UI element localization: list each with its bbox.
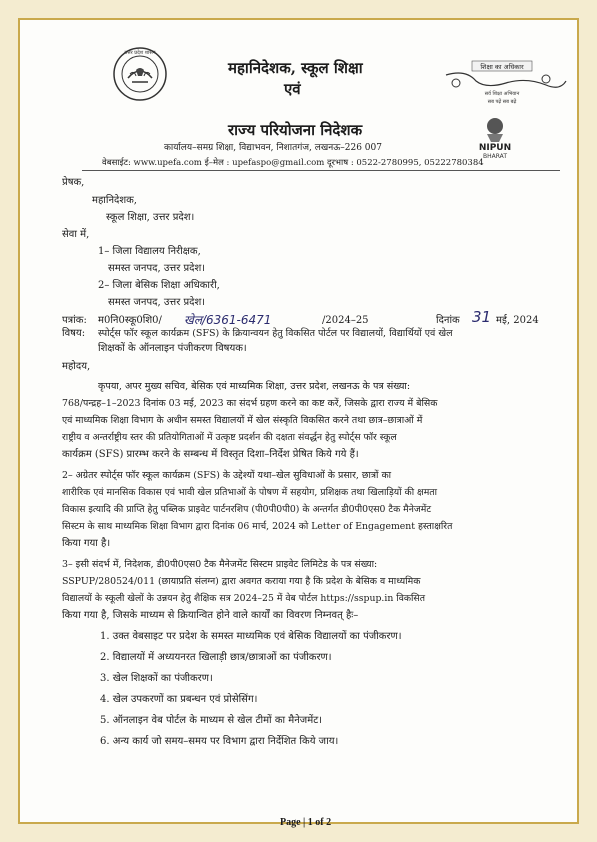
subject-line1: स्पोर्ट्स फॉर स्कूल कार्यक्रम (SFS) के क्रियान्वयन हेतु विकसित पोर्टल पर विद्यालयों, विद्यार्थियों एवं खेल bbox=[98, 328, 453, 339]
recipient-1-title: 1– जिला विद्यालय निरीक्षक, bbox=[98, 246, 201, 257]
paragraph2-line4: सिस्टम के साथ माध्यमिक शिक्षा विभाग द्वारा दिनांक 06 मार्च, 2024 को Letter of Engagement हस्ताक्षरित bbox=[62, 521, 453, 532]
sender-name: महानिदेशक, bbox=[92, 195, 137, 206]
sender-org: स्कूल शिक्षा, उत्तर प्रदेश। bbox=[106, 212, 195, 223]
subject-label: विषय: bbox=[62, 328, 86, 339]
paragraph1-line1: कृपया, अपर मुख्य सचिव, बेसिक एवं माध्यमिक शिक्षा, उत्तर प्रदेश, लखनऊ के पत्र संख्या: bbox=[98, 381, 411, 392]
nipun-bharat-logo-icon bbox=[469, 116, 521, 160]
right-to-education-logo-icon bbox=[436, 59, 570, 109]
reference-label: पत्रांक: bbox=[62, 315, 87, 326]
nipun-sub: BHARAT bbox=[483, 153, 507, 160]
reference-prefix: म0नि0स्कू0शि0/ bbox=[98, 315, 162, 326]
list-item: 2. विद्यालयों में अध्ययनरत खिलाड़ी छात्र/छात्राओं का पंजीकरण। bbox=[100, 652, 332, 663]
document-page bbox=[22, 24, 575, 828]
nipun-text: NIPUN bbox=[478, 143, 512, 153]
up-government-emblem-icon bbox=[112, 46, 168, 102]
rte-logo-text: शिक्षा का अधिकार bbox=[480, 63, 524, 71]
recipient-1-area: समस्त जनपद, उत्तर प्रदेश। bbox=[108, 263, 206, 274]
page-number: Page | 1 of 2 bbox=[280, 817, 332, 828]
recipient-2-title: 2– जिला बेसिक शिक्षा अधिकारी, bbox=[98, 280, 220, 291]
header-address: कार्यालय–समग्र शिक्षा, विद्याभवन, निशातगंज, लखनऊ–226 007 bbox=[164, 143, 382, 153]
paragraph2-line2: शारीरिक एवं मानसिक विकास एवं भावी खेल प्रतिभाओं के पोषण में सहयोग, प्रशिक्षक तथा खिलाड़ियों की क्षमता bbox=[62, 487, 437, 498]
paragraph1-line2: 768/पन्द्रह–1–2023 दिनांक 03 मई, 2023 का संदर्भ ग्रहण करने का कष्ट करें, जिसके द्वारा राज्य में बेसिक bbox=[62, 398, 438, 409]
list-item: 6. अन्य कार्य जो समय–समय पर विभाग द्वारा निर्देशित किये जाय। bbox=[100, 736, 339, 747]
paragraph1-line4: राष्ट्रीय व अन्तर्राष्ट्रीय स्तर की प्रतियोगिताओं में उत्कृष्ट प्रदर्शन की दक्षता संवर्द्धन हेतु स्पोर्ट्स फॉर स्कूल bbox=[62, 432, 397, 443]
paragraph3-line4: किया गया है, जिसके माध्यम से क्रियान्वित होने वाले कार्यों का विवरण निम्नवत् हैः– bbox=[62, 610, 359, 621]
list-item: 3. खेल शिक्षकों का पंजीकरण। bbox=[100, 673, 213, 684]
subject-line2: शिक्षकों के ऑनलाइन पंजीकरण विषयक। bbox=[98, 343, 247, 354]
reference-suffix: /2024–25 bbox=[322, 315, 369, 326]
date-suffix: मई, 2024 bbox=[496, 315, 539, 326]
recipient-2-area: समस्त जनपद, उत्तर प्रदेश। bbox=[108, 297, 206, 308]
header-title-line2: एवं bbox=[284, 80, 301, 98]
header-title-line1: महानिदेशक, स्कूल शिक्षा bbox=[228, 59, 363, 77]
salutation: महोदय, bbox=[62, 361, 91, 372]
date-handwritten-day: 31 bbox=[472, 308, 492, 326]
paragraph2-line1: 2– अग्रेतर स्पोर्ट्स फॉर स्कूल कार्यक्रम (SFS) के उद्देश्यों यथा–खेल सुविधाओं के प्रसार, छात्रों का bbox=[62, 470, 392, 481]
list-item: 1. उक्त वेबसाइट पर प्रदेश के समस्त माध्यमिक एवं बेसिक विद्यालयों का पंजीकरण। bbox=[100, 631, 402, 642]
rte-tagline1: सर्व शिक्षा अभियान bbox=[484, 91, 520, 97]
paragraph2-line5: किया गया है। bbox=[62, 538, 111, 549]
paragraph3-line1: 3– इसी संदर्भ में, निदेशक, डी0पी0एस0 टैक मैनेजमेंट सिस्टम प्राइवेट लिमिटेड के पत्र संख्या: bbox=[62, 559, 378, 570]
list-item: 5. ऑनलाइन वेब पोर्टल के माध्यम से खेल टीमों का मैनेजमेंट। bbox=[100, 715, 323, 726]
date-label: दिनांक bbox=[436, 315, 460, 326]
header-title-line3: राज्य परियोजना निदेशक bbox=[228, 121, 363, 139]
header-contact: वेबसाईट: www.upefa.com ई–मेल : upefaspo@gmail.com दूरभाष : 0522-2780995, 05222780384 bbox=[102, 158, 484, 168]
paragraph1-line5: कार्यक्रम (SFS) प्रारम्भ करने के सम्बन्ध में विस्तृत दिशा–निर्देश प्रेषित किये गये हैं। bbox=[62, 449, 359, 460]
list-item: 4. खेल उपकरणों का प्रबन्धन एवं प्रोसेसिंग। bbox=[100, 694, 258, 705]
recipient-label: सेवा में, bbox=[62, 229, 90, 240]
paragraph3-line2: SSPUP/280524/011 (छायाप्रति संलग्न) द्वारा अवगत कराया गया है कि प्रदेश के बेसिक व माध्यमिक bbox=[62, 576, 421, 587]
sender-label: प्रेषक, bbox=[62, 177, 85, 188]
rte-tagline2: सब पढ़ें सब बढ़ें bbox=[487, 99, 517, 105]
paragraph3-line3: विद्यालयों के स्कूली खेलों के उन्नयन हेतु शैक्षिक सत्र 2024–25 में वेब पोर्टल https://sspup.in विकसित bbox=[62, 593, 426, 604]
emblem-text: उत्तर प्रदेश शासन bbox=[124, 50, 156, 56]
paragraph2-line3: विकास इत्यादि की प्राप्ति हेतु पब्लिक प्राइवेट पार्टनरशिप (पी0पी0पी0) के अन्तर्गत डी0पी0एस0 टैक मैनेजमेंट bbox=[62, 504, 432, 515]
header-divider bbox=[82, 170, 560, 171]
reference-handwritten-number: खेल/6361-6471 bbox=[184, 313, 272, 327]
paragraph1-line3: एवं माध्यमिक शिक्षा विभाग के अधीन समस्त विद्यालयों में खेल संस्कृति विकसित करने तथा छात्र–छात्राओं में bbox=[62, 415, 423, 426]
